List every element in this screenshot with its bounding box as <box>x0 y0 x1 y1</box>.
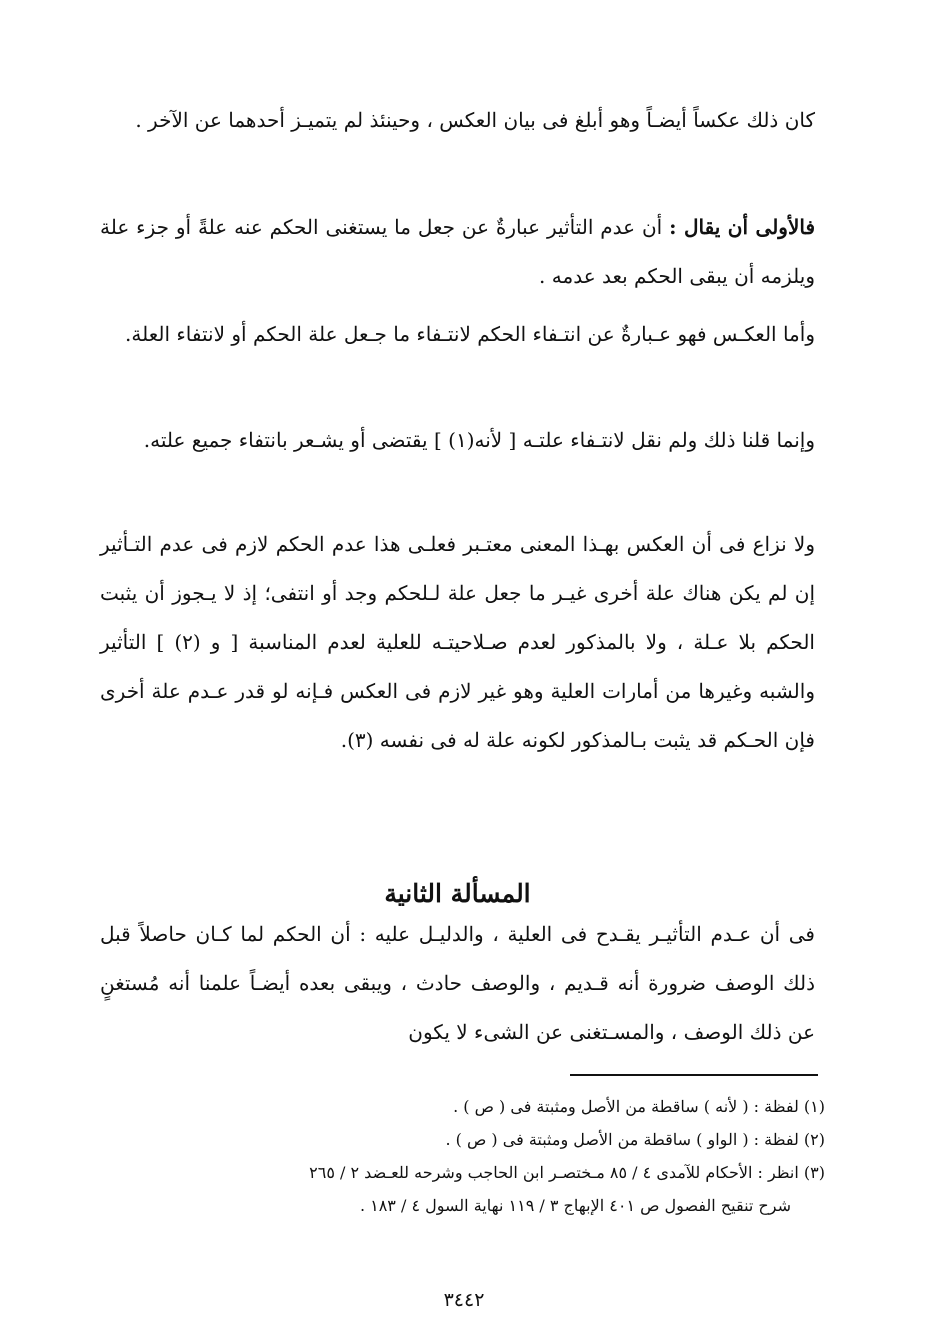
footnote-3: (٣) انظر : الأحكام للآمدى ٤ / ٨٥ مـختصـر ابن الحاجب وشرحه للعـضد ٢ / ٢٦٥ <box>309 1163 825 1182</box>
paragraph-2 <box>100 203 815 301</box>
footnote-3-continuation: شرح تنقيح الفصول ص ٤٠١ الإبهاج ٣ / ١١٩ نهاية السول ٤ / ١٨٣ . <box>359 1196 791 1215</box>
paragraph-6: فى أن عـدم التأثيـر يقـدح فى العلية ، والدليـل عليه : أن الحكم لما كـان حاصلاً قبل ذلك الوصف ضرورة أنه قـديم ، والوصف حادث ، ويبقى بعده أيضـاً علمنا أنه مُستغنٍ عن ذلك الوصف ، والمسـتغنى عن الشىء لا يكون <box>100 922 815 1044</box>
footnote-2: (٢) لفظة : ( الواو ) ساقطة من الأصل ومثبتة فى ( ص ) . <box>445 1130 825 1149</box>
footnote-divider <box>570 1074 818 1076</box>
paragraph-5: ولا نزاع فى أن العكس بهـذا المعنى معتـبر فعلـى هذا عدم الحكم لازم فى عدم التـأثير إن لم يكن هناك علة أخرى غيـر ما جعل علة لـلحكم وجد أو انتفى؛ إذ لا يـجوز أن يثبت الحكم بلا عـلة ، ولا بالمذكور لعدم صـلاحيتـه للعلية لعدم المناسبة [ و (٢) ] التأثير والشبه وغيرها من أمارات العلية وهو غير لازم فى العكس فـإنه لو قدر عـدم علة أخرى فإن الحـكم قد يثبت بـالمذكور لكونه علة له فى نفسه (٣). <box>100 532 815 752</box>
paragraph-2-rest: أن عدم التأثير عبارةٌ عن جعل ما يستغنى الحكم عنه علةً أو جزء علة ويلزمه أن يبقى الحكم بعد عدمه . <box>100 215 815 288</box>
footnotes <box>110 1090 825 1222</box>
paragraph-4: وإنما قلنا ذلك ولم نقل لانتـفاء علتـه [ لأنه(١) ] يقتضى أو يشـعر بانتفاء جميع علته. <box>143 428 815 452</box>
page-number: ٣٤٤٢ <box>443 1289 485 1311</box>
paragraph-1: كان ذلك عكساً أيضـاً وهو أبلغ فى بيان العكس ، وحينئذ لم يتميـز أحدهما عن الآخر . <box>135 108 815 132</box>
section-heading: المسألة الثانية <box>384 878 531 908</box>
paragraph-2-lead: فالأولى أن يقال : <box>669 215 816 239</box>
footnote-1: (١) لفظة : ( لأنه ) ساقطة من الأصل ومثبتة فى ( ص ) . <box>453 1097 825 1116</box>
paragraph-3: وأما العكـس فهو عـبارةٌ عن انتـفاء الحكم لانتـفاء ما جـعل علة الحكم أو لانتفاء العلة. <box>125 322 815 346</box>
